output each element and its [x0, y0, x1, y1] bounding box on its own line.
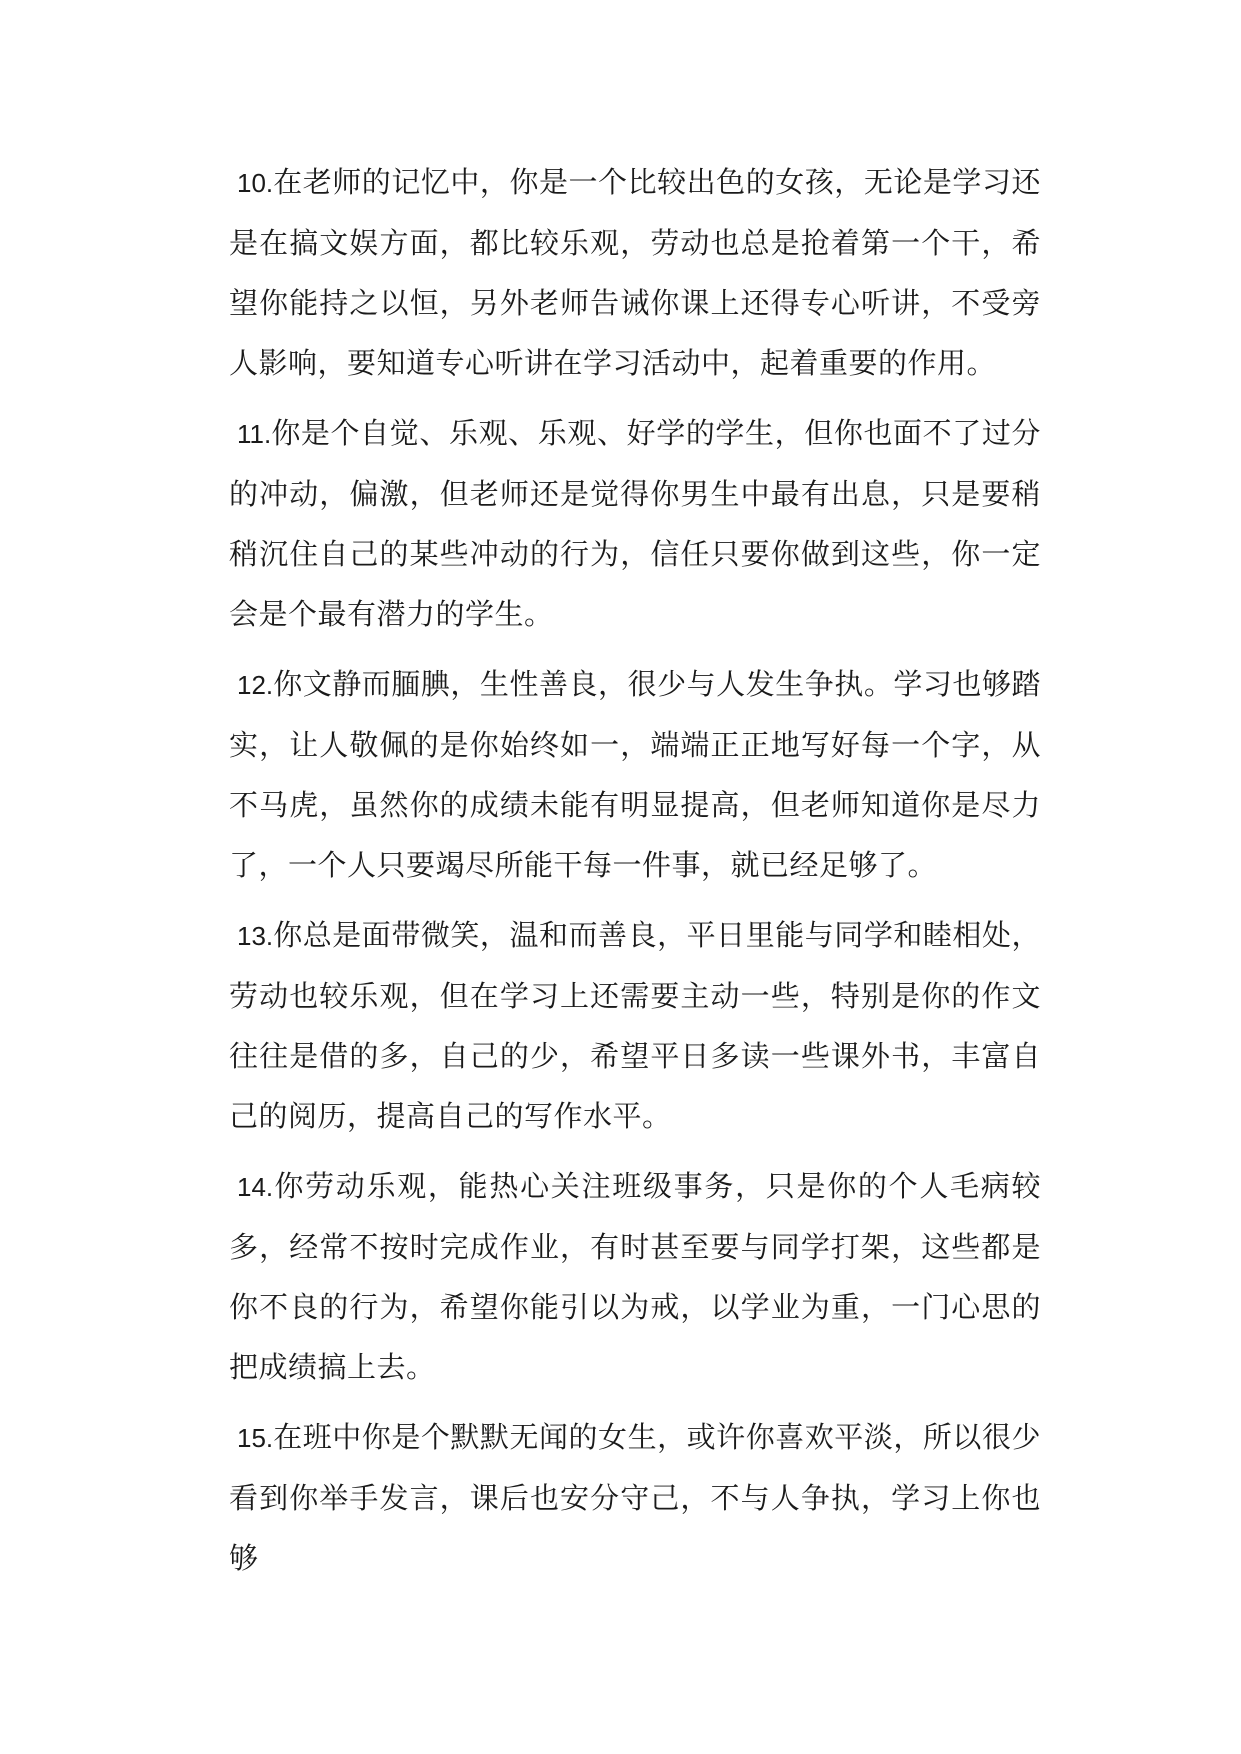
- paragraph-14: [229, 1156, 1041, 1397]
- paragraph-text: 在老师的记忆中，你是一个比较出色的女孩，无论是学习还是在搞文娱方面，都比较乐观，劳动也总是抢着第一个干，希望你能持之以恒，另外老师告诫你课上还得专心听讲，不受旁人影响，要知道专心听讲在学习活动中，起着重要的作用。: [229, 165, 1041, 380]
- paragraph-text: 你劳动乐观，能热心关注班级事务，只是你的个人毛病较多，经常不按时完成作业，有时甚至要与同学打架，这些都是你不良的行为，希望你能引以为戒，以学业为重，一门心思的把成绩搞上去。: [229, 1169, 1041, 1384]
- paragraph-11: [229, 403, 1041, 644]
- paragraph-number: 13.: [237, 921, 274, 951]
- paragraph-number: 11.: [237, 419, 272, 449]
- paragraph-number: 12.: [237, 670, 274, 700]
- paragraph-number: 14.: [237, 1172, 274, 1202]
- document-body: [229, 152, 1041, 1598]
- paragraph-text: 你是个自觉、乐观、乐观、好学的学生，但你也面不了过分的冲动，偏激，但老师还是觉得你男生中最有出息，只是要稍稍沉住自己的某些冲动的行为，信任只要你做到这些，你一定会是个最有潜力的学生。: [229, 416, 1041, 631]
- paragraph-15: [229, 1407, 1041, 1588]
- paragraph-text: 你总是面带微笑，温和而善良，平日里能与同学和睦相处，劳动也较乐观，但在学习上还需要主动一些，特别是你的作文往往是借的多，自己的少，希望平日多读一些课外书，丰富自己的阅历，提高自己的写作水平。: [229, 918, 1041, 1133]
- paragraph-number: 15.: [237, 1423, 274, 1453]
- paragraph-12: [229, 654, 1041, 895]
- paragraph-text: 你文静而腼腆，生性善良，很少与人发生争执。学习也够踏实，让人敬佩的是你始终如一，端端正正地写好每一个字，从不马虎，虽然你的成绩未能有明显提高，但老师知道你是尽力了，一个人只要竭尽所能干每一件事，就已经足够了。: [229, 667, 1041, 882]
- paragraph-text: 在班中你是个默默无闻的女生，或许你喜欢平淡，所以很少看到你举手发言，课后也安分守己，不与人争执，学习上你也够: [229, 1420, 1041, 1575]
- paragraph-number: 10.: [237, 168, 274, 198]
- paragraph-10: [229, 152, 1041, 393]
- paragraph-13: [229, 905, 1041, 1146]
